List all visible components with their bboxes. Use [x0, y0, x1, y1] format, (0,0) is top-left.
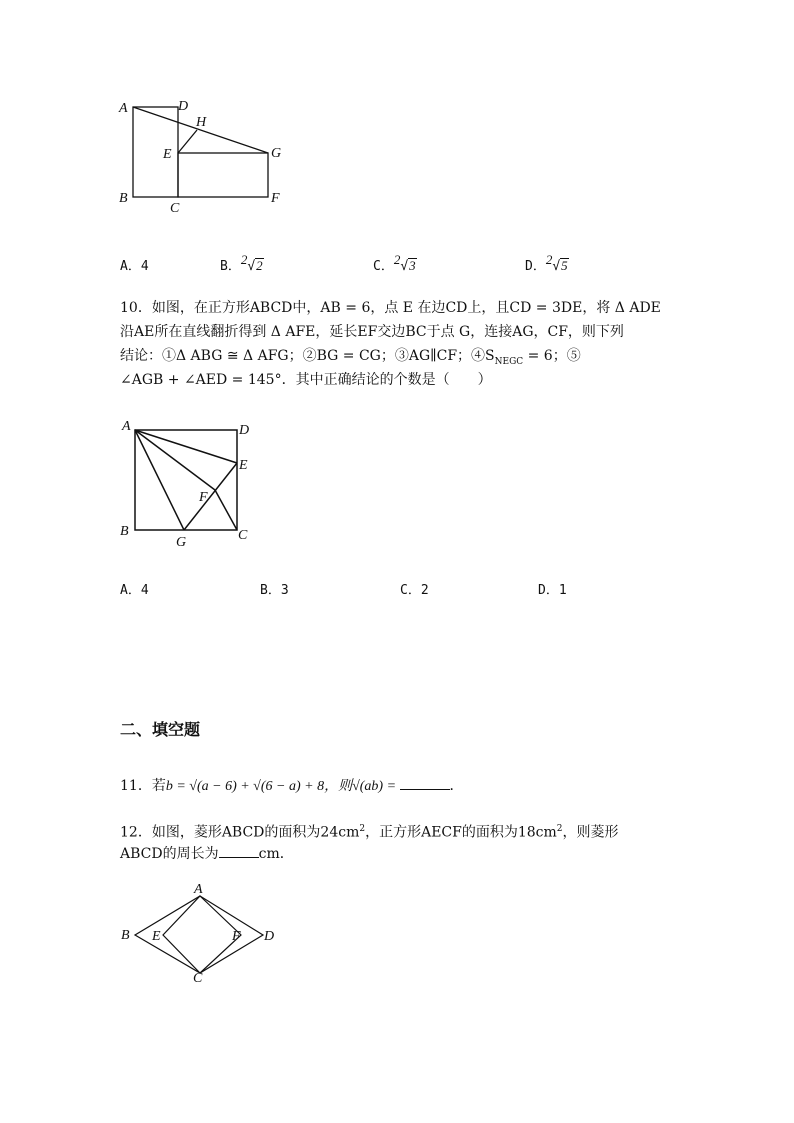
label-D: D — [178, 99, 189, 114]
q10-line-3: 结论：①Δ ABG ≅ Δ AFG；②BG = CG；③AG∥CF；$④S_{NEGC} = 6$；⑤ — [120, 348, 581, 367]
label-C: C — [238, 528, 248, 543]
label-B: B — [120, 524, 129, 539]
label-E: E — [239, 458, 248, 473]
q9-option-b: B．2√2 — [220, 252, 263, 274]
label-A: A — [122, 419, 131, 434]
section-title: 二、填空题 — [120, 720, 201, 739]
label-B: B — [121, 928, 130, 943]
label-C: C — [193, 971, 203, 986]
q12-line-2: ABCD的周长为 cm． — [120, 843, 294, 865]
label-E: E — [152, 929, 161, 944]
label-G: G — [176, 535, 187, 550]
q10-line-1: 10．如图，在正方形ABCD中，AB = 6，点 E 在边CD上，且CD = 3DE，将 Δ ADE — [120, 300, 661, 316]
label-B: B — [119, 191, 128, 206]
figure-q10 — [112, 413, 262, 553]
label-A: A — [119, 101, 128, 116]
q10-option-a: A．4 — [120, 583, 149, 598]
q10-option-c: C．2 — [400, 583, 429, 598]
q9-option-a: A．4 — [120, 259, 149, 274]
label-F: F — [271, 191, 280, 206]
label-H: H — [196, 115, 207, 130]
q9-option-d: D．2√5 — [525, 252, 568, 274]
q10-option-b: B．3 — [260, 583, 289, 598]
q10-line-4: ∠AGB + ∠AED = 145°．其中正确结论的个数是（ ） — [120, 372, 492, 388]
figure-q12 — [115, 880, 285, 990]
q10-line-2: 沿AE所在直线翻折得到 Δ AFE，延长EF交边BC于点 G，连接AG，CF，则下列 — [120, 324, 624, 340]
label-E: E — [163, 147, 172, 162]
label-A: A — [194, 882, 203, 897]
label-F: F — [199, 490, 208, 505]
label-D: D — [239, 423, 250, 438]
label-D: D — [264, 929, 275, 944]
label-C: C — [170, 201, 180, 216]
label-G: G — [271, 146, 282, 161]
q12-line-1: 12．如图，菱形ABCD的面积为$24cm^2$，正方形AECF的面积为$18cm^2$，则菱形 — [120, 824, 619, 841]
q10-option-d: D．1 — [538, 583, 567, 598]
label-F: F — [232, 929, 241, 944]
figure-q9 — [110, 95, 310, 220]
q11: 11．若b = √(a − 6) + √(6 − a) + 8，则√(ab) = ． — [120, 775, 464, 798]
q9-option-c: C．2√3 — [373, 252, 416, 274]
